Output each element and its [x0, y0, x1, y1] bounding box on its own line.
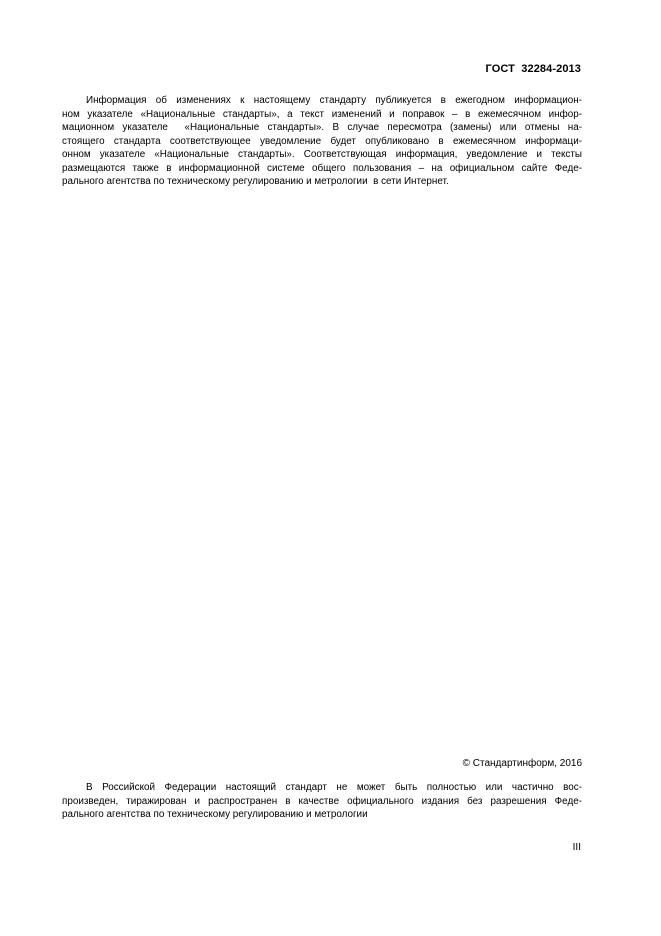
info-line: размещаются также в информационной системе общего пользования – на официальном сайте Феде- — [62, 162, 582, 174]
info-line: мационном указателе «Национальные стандарты». В случае пересмотра (замены) или отмены на- — [62, 122, 582, 133]
notice-line: произведен, тиражирован и распространен в качестве официального издания без разрешения Феде- — [62, 795, 582, 807]
document-code: ГОСТ 32284-2013 — [485, 63, 581, 75]
info-line: рального агентства по техническому регулированию и метрологии в сети Интернет. — [62, 176, 449, 187]
notice-line: рального агентства по техническому регулированию и метрологии — [62, 809, 368, 820]
info-line: онном указателе «Национальные стандарты». Соответствующая информация, уведомление и тексты — [62, 149, 582, 160]
page-number: III — [572, 842, 581, 853]
info-line: ном указателе «Национальные стандарты», а текст изменений и поправок – в ежемесячном инфор- — [62, 108, 582, 120]
info-line: Информация об изменениях к настоящему стандарту публикуется в ежегодном информацион- — [86, 95, 582, 106]
copyright-notice: © Стандартинформ, 2016 — [462, 758, 582, 769]
info-paragraph — [62, 94, 582, 189]
notice-line: В Российской Федерации настоящий стандарт не может быть полностью или частично вос- — [86, 782, 582, 793]
info-line: стоящего стандарта соответствующее уведомление будет опубликовано в ежемесячном информаци- — [62, 135, 582, 147]
reproduction-notice — [62, 781, 582, 822]
